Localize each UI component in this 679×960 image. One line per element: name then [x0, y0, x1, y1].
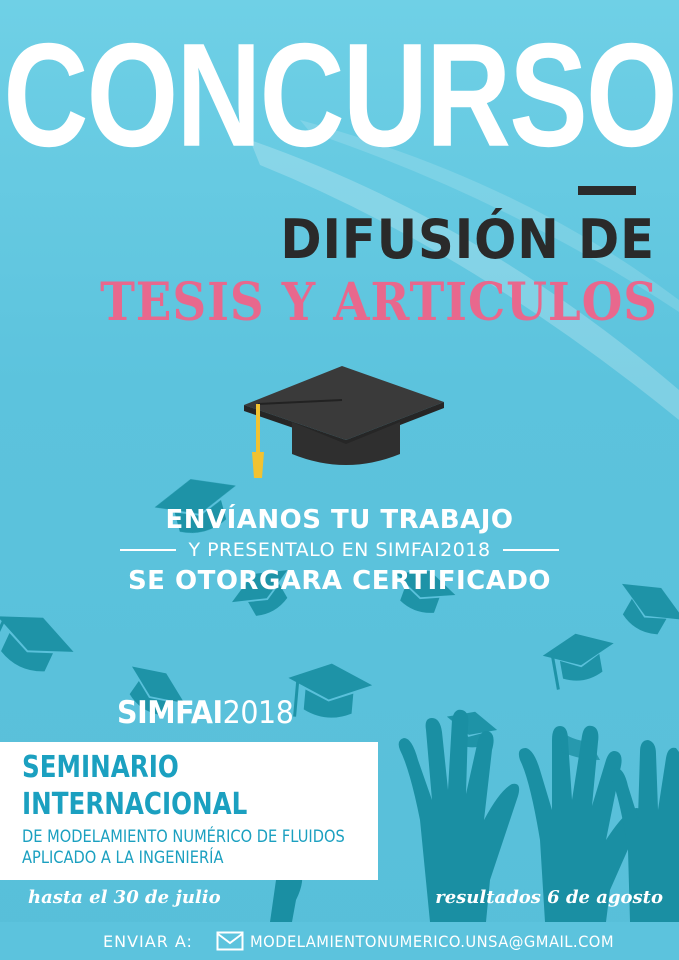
subtitle-line2: TESIS Y ARTICULOS	[100, 272, 659, 333]
call-line3: SE OTORGARA CERTIFICADO	[127, 566, 552, 596]
seminar-line2: INTERNACIONAL	[22, 787, 248, 822]
event-brand	[117, 695, 293, 731]
call-line1: ENVÍANOS TU TRABAJO	[165, 505, 514, 535]
call-line2: Y PRESENTALO EN SIMFAI2018	[188, 539, 491, 561]
divider-right	[503, 549, 559, 551]
call-line2-row	[0, 537, 679, 563]
flying-cap-icon	[0, 600, 81, 690]
deadline-text: hasta el 30 de julio	[28, 887, 221, 908]
flying-cap-icon	[285, 660, 374, 723]
mail-icon	[216, 931, 244, 951]
brand-year: 2018	[222, 695, 294, 731]
title-dash	[578, 186, 636, 195]
email-link[interactable]: MODELAMIENTONUMERICO.UNSA@GMAIL.COM	[250, 932, 615, 951]
results-text: resultados 6 de agosto	[435, 887, 663, 908]
seminar-line4: APLICADO A LA INGENIERÍA	[22, 848, 224, 868]
seminar-line1: SEMINARIO	[22, 750, 179, 785]
brand-bold: SIMFAI	[117, 695, 223, 731]
subtitle-line1: DIFUSIÓN DE	[280, 208, 655, 271]
flying-cap-icon	[540, 627, 620, 691]
graduation-cap-icon	[242, 360, 447, 480]
send-label: ENVIAR A:	[103, 932, 193, 951]
page-title: CONCURSO	[3, 13, 676, 179]
seminar-line3: DE MODELAMIENTO NUMÉRICO DE FLUIDOS	[22, 827, 345, 847]
divider-left	[120, 549, 176, 551]
